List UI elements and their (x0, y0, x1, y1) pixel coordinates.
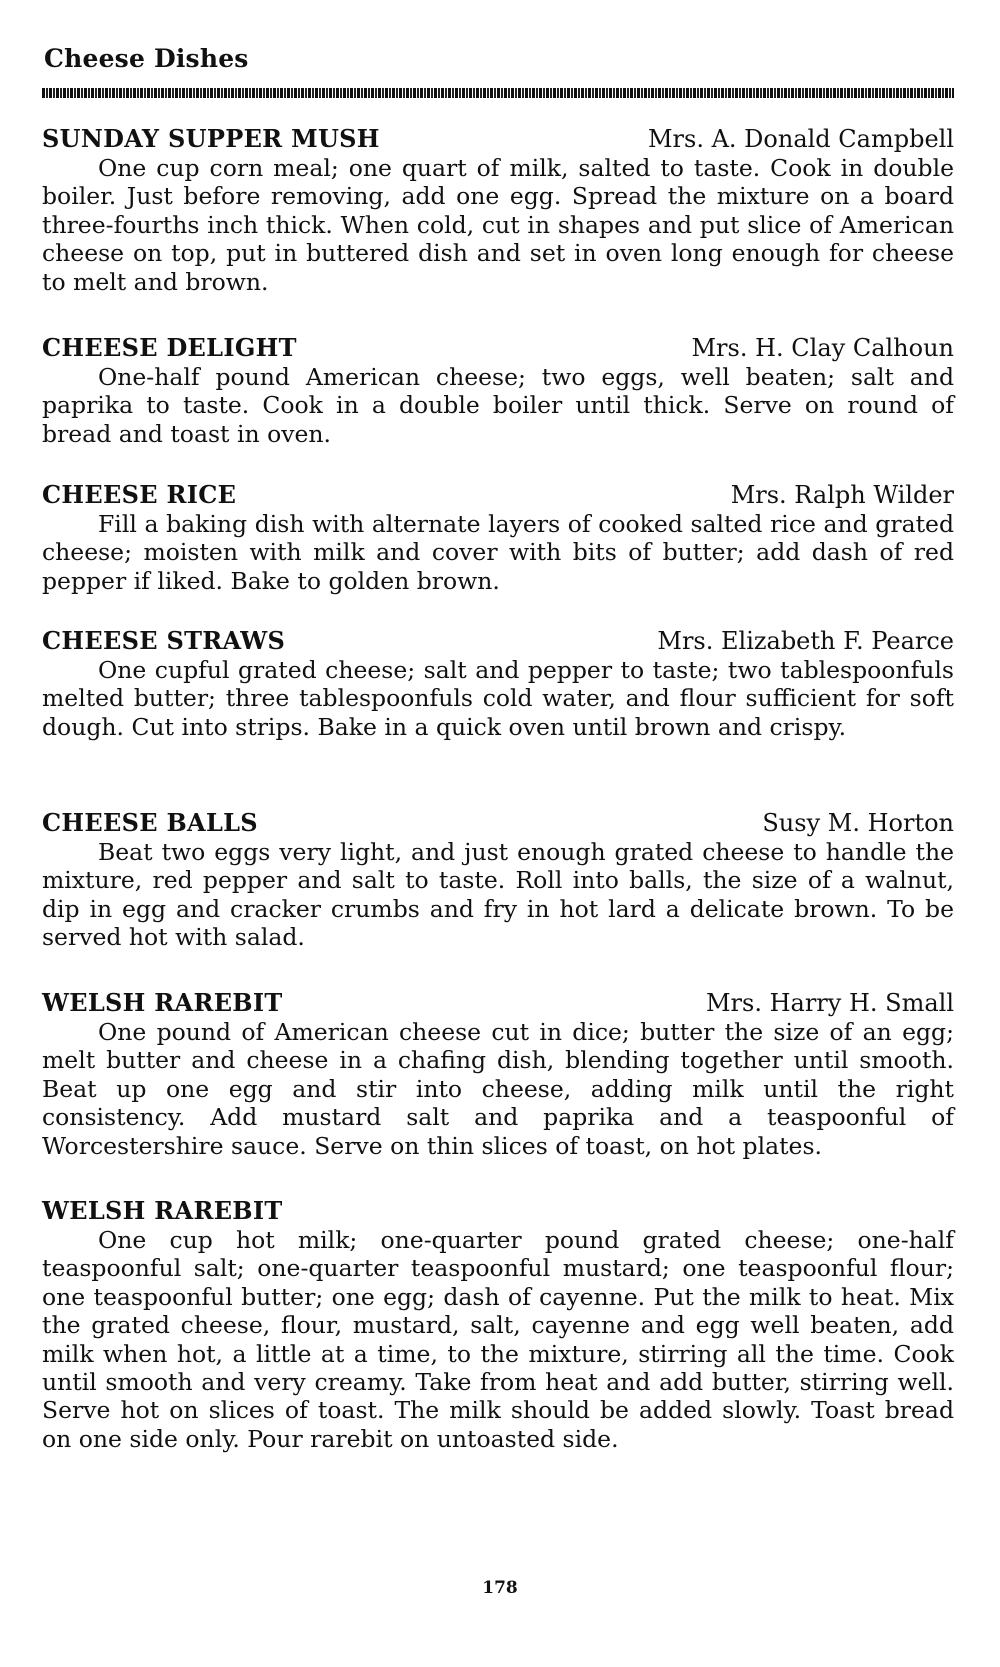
recipe-cheese-delight (42, 333, 954, 448)
recipe-author: Mrs. H. Clay Calhoun (691, 334, 954, 362)
recipe-title: WELSH RAREBIT (42, 1196, 283, 1225)
recipe-author: Mrs. Ralph Wilder (730, 481, 954, 509)
recipe-welsh-rarebit-2 (42, 1196, 954, 1453)
recipe-body: One cup corn meal; one quart of milk, salted to taste. Cook in double boiler. Just before removing, add one egg. Spread the mixture on a board three-fourths inch thick. When cold, cut in shapes and put slice of American cheese on top, put in buttered dish and set in oven long enough for cheese to melt and brown. (42, 154, 954, 296)
recipe-body: Beat two eggs very light, and just enough grated cheese to handle the mixture, red pepper and salt to taste. Roll into balls, the size of a walnut, dip in egg and cracker crumbs and fry in hot lard a delicate brown. To be served hot with salad. (42, 838, 954, 952)
recipe-cheese-straws (42, 626, 954, 741)
recipe-sunday-supper-mush (42, 124, 954, 296)
page-number: 178 (482, 1578, 518, 1598)
recipe-body: One cup hot milk; one-quarter pound grated cheese; one-half teaspoonful salt; one-quarter teaspoonful mustard; one teaspoonful flour; one teaspoonful butter; one egg; dash of cayenne. Put the milk to heat. Mix the grated cheese, flour, mustard, salt, cayenne and egg well beaten, add milk when hot, a little at a time, to the mixture, stirring all the time. Cook until smooth and very creamy. Take from heat and add butter, stirring well. Serve hot on slices of toast. The milk should be added slowly. Toast bread on one side only. Pour rarebit on untoasted side. (42, 1226, 954, 1453)
recipe-cheese-balls (42, 808, 954, 952)
recipe-author: Mrs. Harry H. Small (705, 989, 954, 1017)
section-title: Cheese Dishes (44, 44, 249, 73)
header-rule (42, 88, 954, 98)
recipe-author: Mrs. Elizabeth F. Pearce (657, 627, 954, 655)
recipe-body: One cupful grated cheese; salt and pepper to taste; two tablespoonfuls melted butter; three tablespoonfuls cold water, and flour sufficient for soft dough. Cut into strips. Bake in a quick oven until brown and crispy. (42, 656, 954, 741)
recipe-body: One-half pound American cheese; two eggs, well beaten; salt and paprika to taste. Cook in a double boiler until thick. Serve on round of bread and toast in oven. (42, 363, 954, 448)
recipe-body: Fill a baking dish with alternate layers of cooked salted rice and grated cheese; moisten with milk and cover with bits of butter; add dash of red pepper if liked. Bake to golden brown. (42, 510, 954, 595)
recipe-title: CHEESE BALLS (42, 808, 258, 837)
recipe-title: CHEESE RICE (42, 480, 237, 509)
recipe-body: One pound of American cheese cut in dice; butter the size of an egg; melt butter and cheese in a chafing dish, blending together until smooth. Beat up one egg and stir into cheese, adding milk until the right consistency. Add mustard salt and paprika and a teaspoonful of Worcestershire sauce. Serve on thin slices of toast, on hot plates. (42, 1018, 954, 1160)
recipe-title: CHEESE DELIGHT (42, 333, 297, 362)
recipe-welsh-rarebit-1 (42, 988, 954, 1160)
recipe-author: Mrs. A. Donald Campbell (647, 125, 954, 153)
recipe-title: WELSH RAREBIT (42, 988, 283, 1017)
recipe-title: CHEESE STRAWS (42, 626, 286, 655)
recipe-title: SUNDAY SUPPER MUSH (42, 124, 380, 153)
recipe-cheese-rice (42, 480, 954, 595)
recipe-author: Susy M. Horton (762, 809, 954, 837)
